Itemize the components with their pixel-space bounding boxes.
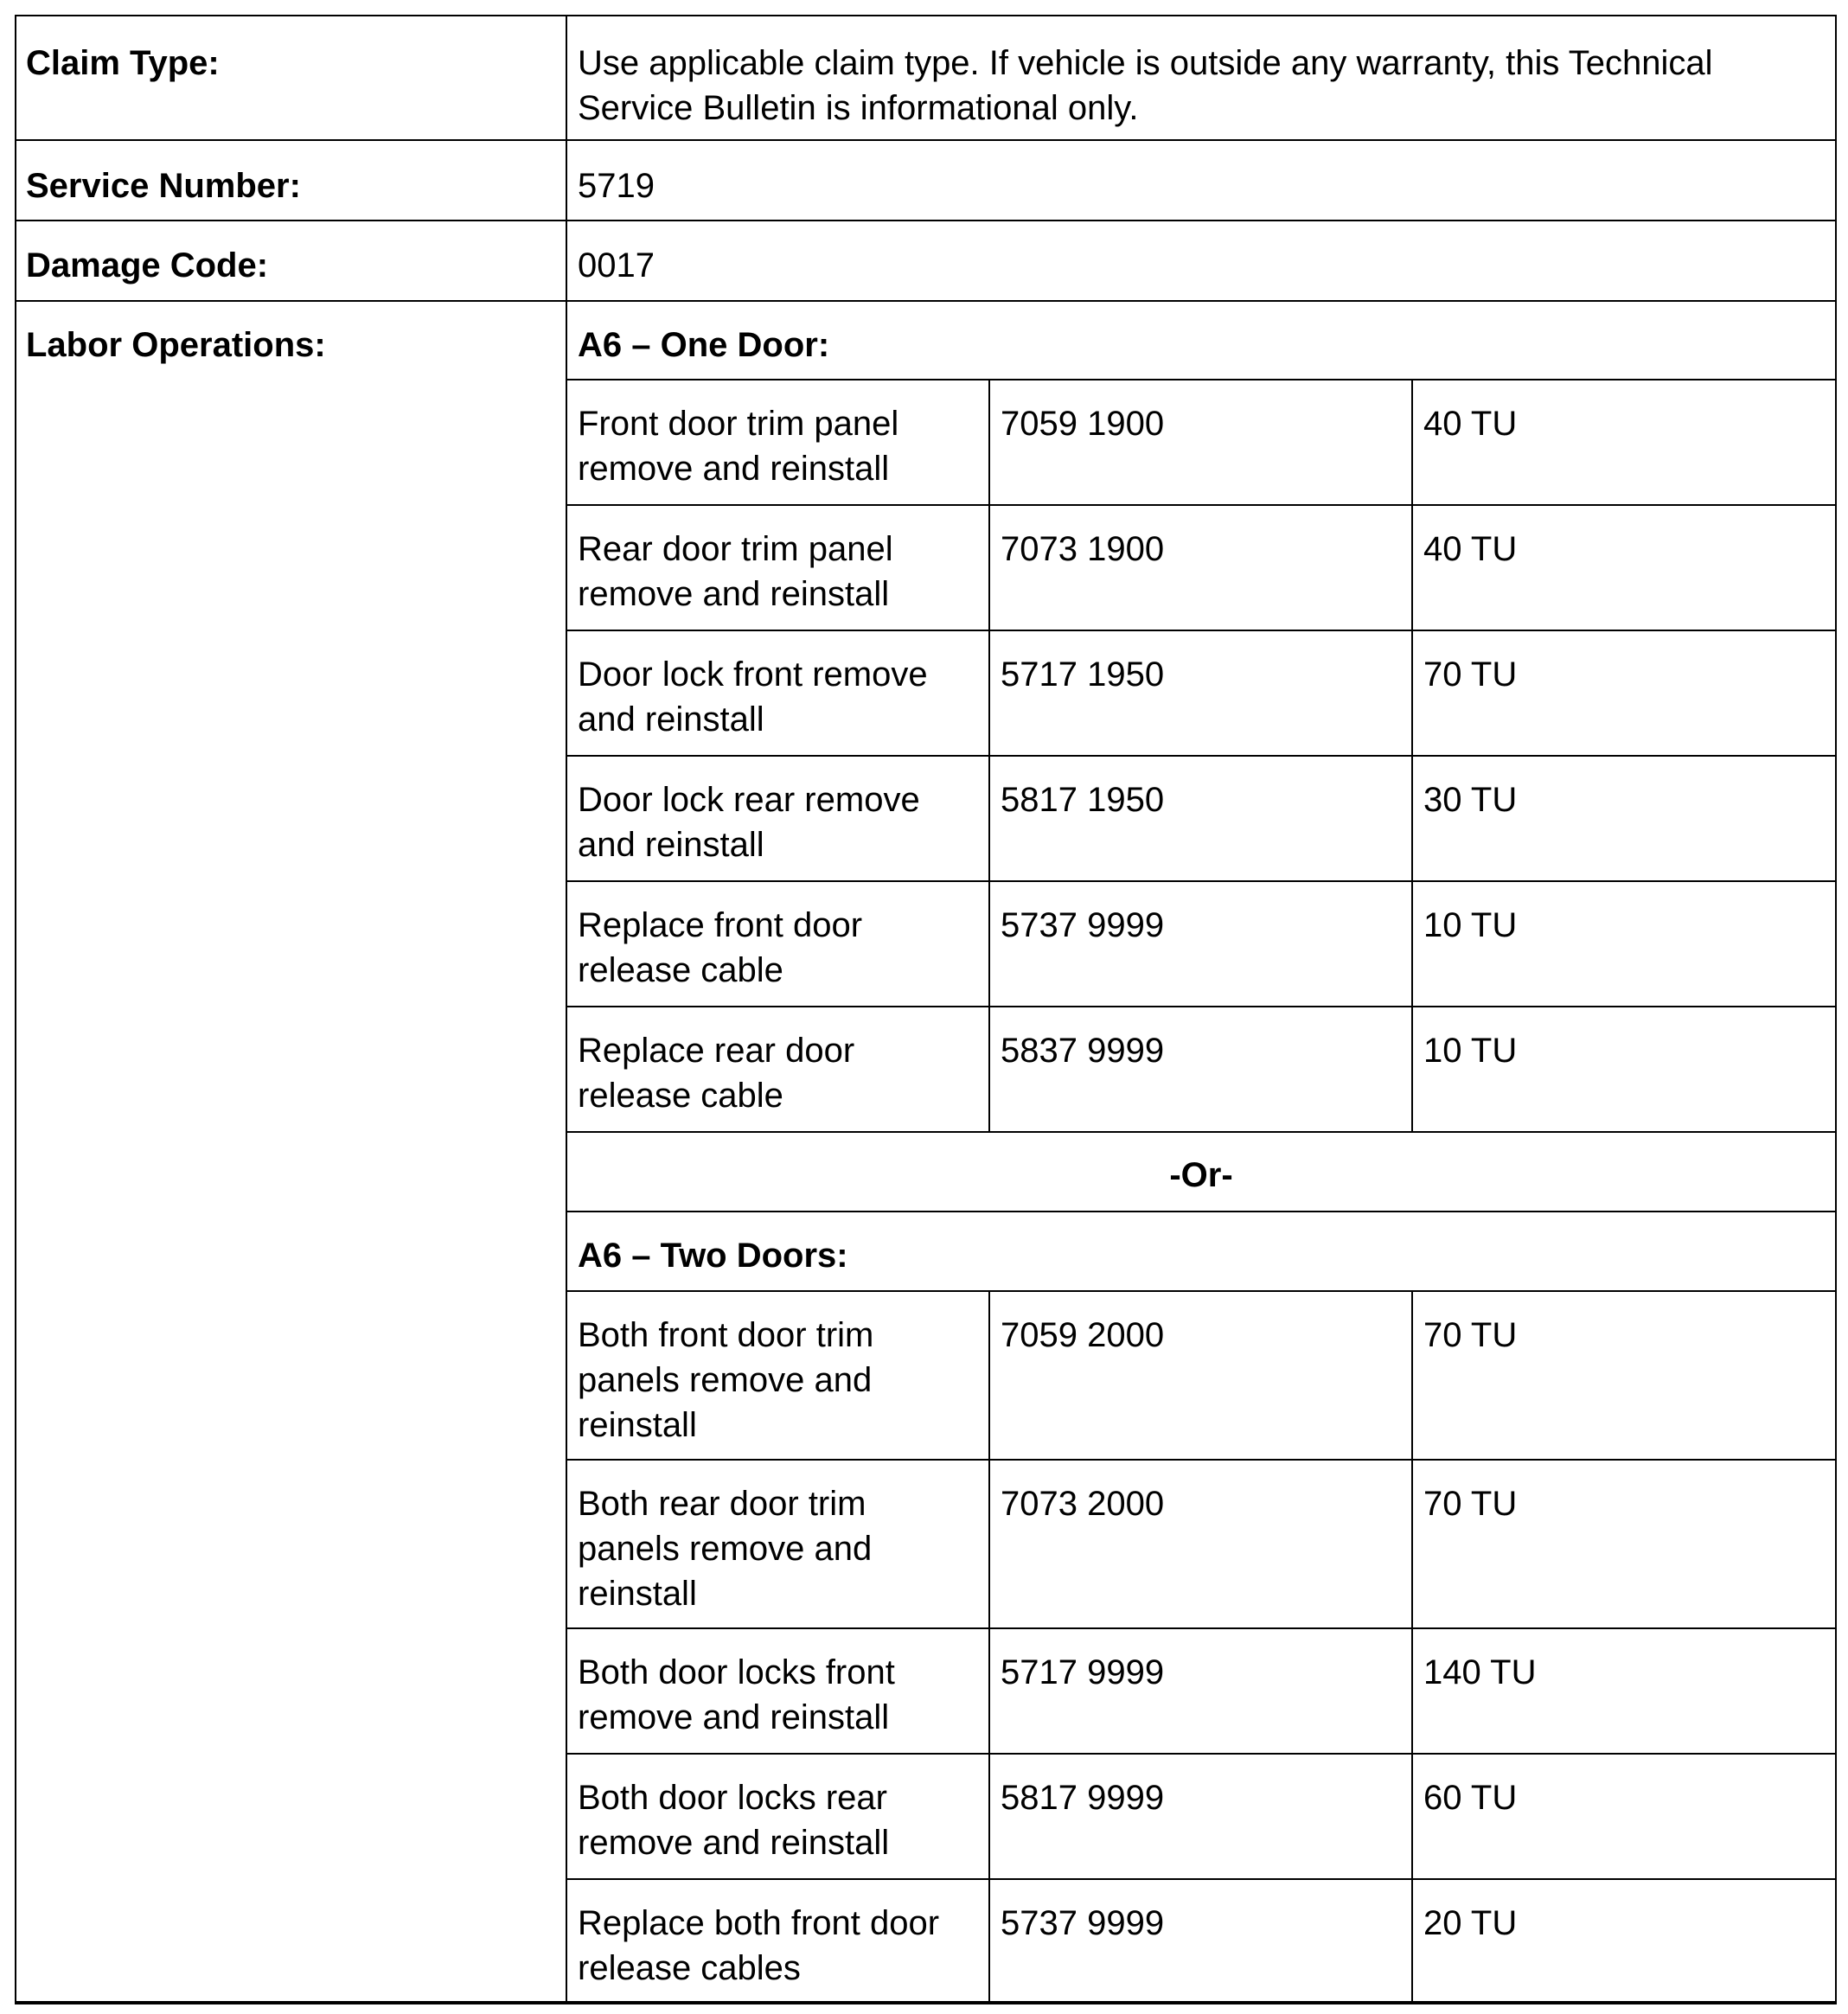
- service-number-label: Service Number:: [26, 167, 301, 205]
- section-heading: A6 – One Door:: [578, 326, 830, 364]
- column-divider: [1411, 1290, 1413, 2001]
- labor-operations-label: Labor Operations:: [26, 326, 326, 364]
- or-separator: -Or-: [1169, 1156, 1233, 1194]
- table-border-left: [15, 15, 16, 2001]
- row-divider: [566, 504, 1837, 506]
- operation-description: Rear door trim panel: [578, 530, 893, 568]
- damage-code-value: 0017: [578, 246, 655, 285]
- row-divider: [566, 1211, 1837, 1212]
- column-divider: [566, 15, 567, 2001]
- operation-code: 5717 1950: [1001, 655, 1165, 694]
- operation-description: panels remove and: [578, 1361, 873, 1399]
- row-divider: [566, 1459, 1837, 1461]
- operation-description: Front door trim panel: [578, 405, 899, 443]
- operation-description: Both rear door trim: [578, 1485, 866, 1523]
- time-units: 140 TU: [1423, 1653, 1537, 1691]
- time-units: 60 TU: [1423, 1779, 1518, 1817]
- operation-description: release cables: [578, 1949, 801, 1987]
- time-units: 30 TU: [1423, 781, 1518, 819]
- time-units: 70 TU: [1423, 655, 1518, 694]
- column-divider: [1411, 379, 1413, 1131]
- operation-description: Both door locks front: [578, 1653, 895, 1691]
- time-units: 40 TU: [1423, 530, 1518, 568]
- damage-code-label: Damage Code:: [26, 246, 269, 285]
- row-divider: [566, 755, 1837, 757]
- operation-description: Replace both front door: [578, 1904, 940, 1942]
- operation-description: Replace front door: [578, 906, 863, 944]
- operation-code: 7059 2000: [1001, 1316, 1165, 1354]
- operation-description: Both front door trim: [578, 1316, 874, 1354]
- operation-code: 7059 1900: [1001, 405, 1165, 443]
- service-number-value: 5719: [578, 167, 655, 205]
- row-divider: [15, 220, 1837, 221]
- operation-code: 5817 9999: [1001, 1779, 1165, 1817]
- operation-code: 5817 1950: [1001, 781, 1165, 819]
- row-divider: [566, 1753, 1837, 1755]
- claim-type-value: Use applicable claim type. If vehicle is outside any warranty, this Technical: [578, 44, 1713, 82]
- operation-code: 7073 1900: [1001, 530, 1165, 568]
- row-divider: [566, 630, 1837, 631]
- operation-description: release cable: [578, 951, 783, 989]
- section-heading: A6 – Two Doors:: [578, 1237, 848, 1275]
- operation-code: 7073 2000: [1001, 1485, 1165, 1523]
- operation-code: 5717 9999: [1001, 1653, 1165, 1691]
- row-divider: [566, 880, 1837, 882]
- time-units: 20 TU: [1423, 1904, 1518, 1942]
- operation-description: Replace rear door: [578, 1032, 855, 1070]
- operation-description: remove and reinstall: [578, 575, 890, 613]
- operation-description: reinstall: [578, 1406, 697, 1444]
- column-divider: [988, 1290, 990, 2001]
- operation-description: release cable: [578, 1077, 783, 1115]
- claim-type-value: Service Bulletin is informational only.: [578, 89, 1139, 127]
- operation-description: remove and reinstall: [578, 450, 890, 488]
- row-divider: [566, 1627, 1837, 1629]
- row-divider: [566, 1006, 1837, 1007]
- column-divider: [988, 379, 990, 1131]
- operation-description: panels remove and: [578, 1530, 873, 1568]
- operation-description: reinstall: [578, 1575, 697, 1613]
- time-units: 70 TU: [1423, 1485, 1518, 1523]
- table-border-bottom: [15, 2001, 1837, 2004]
- operation-description: remove and reinstall: [578, 1824, 890, 1862]
- table-border-top: [15, 15, 1837, 16]
- operation-description: and reinstall: [578, 700, 764, 738]
- claim-type-label: Claim Type:: [26, 44, 220, 82]
- operation-code: 5837 9999: [1001, 1032, 1165, 1070]
- operation-description: Door lock front remove: [578, 655, 928, 694]
- operation-description: and reinstall: [578, 826, 764, 864]
- table-border-right: [1835, 15, 1837, 2001]
- row-divider: [15, 300, 1837, 302]
- labor-table: [15, 15, 1837, 2005]
- row-divider: [15, 139, 1837, 141]
- operation-description: remove and reinstall: [578, 1698, 890, 1736]
- row-divider: [566, 1131, 1837, 1133]
- row-divider: [566, 1878, 1837, 1880]
- operation-code: 5737 9999: [1001, 1904, 1165, 1942]
- time-units: 40 TU: [1423, 405, 1518, 443]
- row-divider: [566, 1290, 1837, 1292]
- operation-code: 5737 9999: [1001, 906, 1165, 944]
- row-divider: [566, 379, 1837, 380]
- operation-description: Both door locks rear: [578, 1779, 887, 1817]
- operation-description: Door lock rear remove: [578, 781, 920, 819]
- time-units: 10 TU: [1423, 1032, 1518, 1070]
- time-units: 10 TU: [1423, 906, 1518, 944]
- time-units: 70 TU: [1423, 1316, 1518, 1354]
